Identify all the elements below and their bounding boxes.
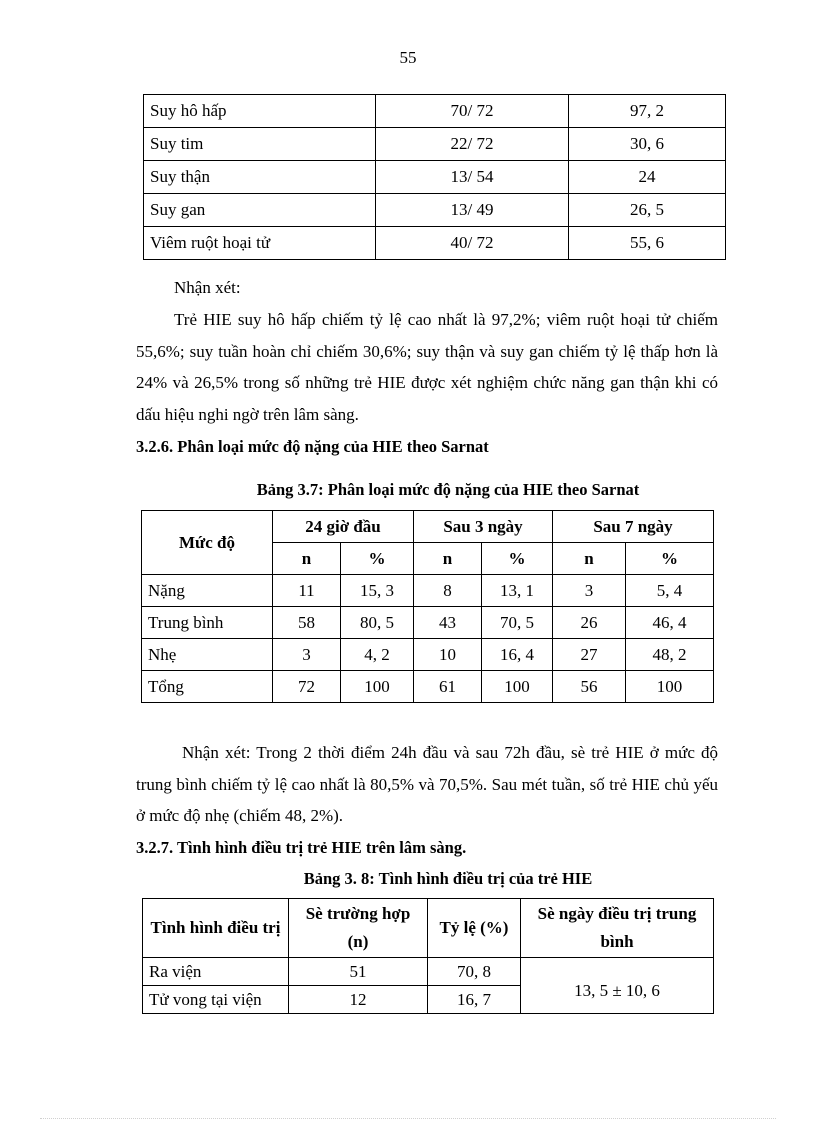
table-row: [142, 639, 714, 671]
table-cell-percent: 26, 5: [569, 194, 726, 227]
table-cell-percent: 24: [569, 161, 726, 194]
table-cell-label: Ra viện: [143, 958, 289, 986]
table-cell-ratio: 40/ 72: [376, 227, 569, 260]
table-cell-label: Nhẹ: [142, 639, 273, 671]
page-number: 55: [399, 48, 417, 67]
table-caption: Bảng 3. 8: Tình hình điều trị của trẻ HIE: [303, 869, 593, 888]
table-cell: 56: [553, 671, 626, 703]
remark-title: Nhận xét:: [174, 278, 241, 297]
section-heading: 3.2.6. Phân loại mức độ nặng của HIE theo Sarnat: [136, 437, 489, 456]
remark-body: Trẻ HIE suy hô hấp chiếm tỷ lệ cao nhất là 97,2%; viêm ruột hoại tử chiếm 55,6%; suy tuần hoàn chỉ chiếm 30,6%; suy thận và suy gan chiếm tỷ lệ thấp hơn là 24% và 26,5% trong số những trẻ HIE được xét nghiệm chức năng gan thận khi có dấu hiệu nghi ngờ trên lâm sàng.: [136, 310, 718, 424]
table-cell-avg-days: 13, 5 ± 10, 6: [521, 958, 714, 1014]
table-cell-label: Suy tim: [144, 128, 376, 161]
table-cell: 11: [273, 575, 341, 607]
table-cell-n: 12: [289, 986, 428, 1014]
table-cell-ratio: 22/ 72: [376, 128, 569, 161]
remark-paragraph: Nhận xét: Trong 2 thời điểm 24h đầu và sau 72h đầu, sè trẻ HIE ở mức độ trung bình chiếm tỷ lệ cao nhất là 80,5% và 70,5%. Sau mét tuần, số trẻ HIE chủ yếu ở mức độ nhẹ (chiếm 48, 2%).: [136, 743, 718, 825]
table-row: [142, 575, 714, 607]
table-cell: 8: [414, 575, 482, 607]
table-row: [144, 194, 726, 227]
table-cell: 100: [341, 671, 414, 703]
table-cell-label: Trung bình: [142, 607, 273, 639]
section-heading: 3.2.7. Tình hình điều trị trẻ HIE trên lâm sàng.: [136, 838, 467, 857]
table-cell: 13, 1: [482, 575, 553, 607]
table-cell: 27: [553, 639, 626, 671]
table-cell: 80, 5: [341, 607, 414, 639]
column-header-percent: %: [482, 543, 553, 575]
table-cell: 61: [414, 671, 482, 703]
table-row: [144, 161, 726, 194]
treatment-table: [142, 898, 714, 1014]
table-row: [142, 607, 714, 639]
column-header: Sè trường hợp (n): [289, 899, 428, 958]
sarnat-severity-table: [141, 510, 714, 703]
table-cell: 100: [626, 671, 714, 703]
table-cell-percent: 97, 2: [569, 95, 726, 128]
column-header-percent: %: [626, 543, 714, 575]
column-header-level: Mức độ: [142, 511, 273, 575]
table-cell: 4, 2: [341, 639, 414, 671]
table-cell: 46, 4: [626, 607, 714, 639]
table-cell: 16, 4: [482, 639, 553, 671]
table-cell: 10: [414, 639, 482, 671]
column-header-n: n: [553, 543, 626, 575]
table-cell-ratio: 70/ 72: [376, 95, 569, 128]
table-cell: 15, 3: [341, 575, 414, 607]
table-caption: Bảng 3.7: Phân loại mức độ nặng của HIE theo Sarnat: [256, 480, 640, 499]
table-cell: 3: [273, 639, 341, 671]
table-cell: 5, 4: [626, 575, 714, 607]
table-row: [144, 128, 726, 161]
table-row: [144, 95, 726, 128]
table-cell-percent: 55, 6: [569, 227, 726, 260]
table-cell: 100: [482, 671, 553, 703]
table-cell: 58: [273, 607, 341, 639]
table-cell-percent: 16, 7: [428, 986, 521, 1014]
table-cell-percent: 30, 6: [569, 128, 726, 161]
table-cell-percent: 70, 8: [428, 958, 521, 986]
column-header: Sè ngày điều trị trung bình: [521, 899, 714, 958]
organ-failure-table: [143, 94, 726, 260]
page-bottom-divider: [40, 1118, 776, 1119]
column-header-n: n: [273, 543, 341, 575]
table-cell: 48, 2: [626, 639, 714, 671]
table-cell: 3: [553, 575, 626, 607]
table-row: [142, 671, 714, 703]
table-cell-label: Tử vong tại viện: [143, 986, 289, 1014]
table-cell-label: Tổng: [142, 671, 273, 703]
column-header: Tỷ lệ (%): [428, 899, 521, 958]
table-cell-label: Nặng: [142, 575, 273, 607]
column-header-period: Sau 7 ngày: [553, 511, 714, 543]
table-cell-label: Viêm ruột hoại tử: [144, 227, 376, 260]
table-header-row: [142, 511, 714, 543]
table-cell-label: Suy thận: [144, 161, 376, 194]
column-header-n: n: [414, 543, 482, 575]
column-header: Tình hình điều trị: [143, 899, 289, 958]
table-cell: 43: [414, 607, 482, 639]
table-cell-n: 51: [289, 958, 428, 986]
table-cell-label: Suy gan: [144, 194, 376, 227]
table-row: [143, 958, 714, 986]
table-cell-ratio: 13/ 49: [376, 194, 569, 227]
column-header-percent: %: [341, 543, 414, 575]
table-cell-ratio: 13/ 54: [376, 161, 569, 194]
column-header-period: Sau 3 ngày: [414, 511, 553, 543]
table-row: [144, 227, 726, 260]
column-header-period: 24 giờ đầu: [273, 511, 414, 543]
table-cell: 26: [553, 607, 626, 639]
table-header-row: [143, 899, 714, 958]
table-cell: 72: [273, 671, 341, 703]
table-cell: 70, 5: [482, 607, 553, 639]
table-cell-label: Suy hô hấp: [144, 95, 376, 128]
